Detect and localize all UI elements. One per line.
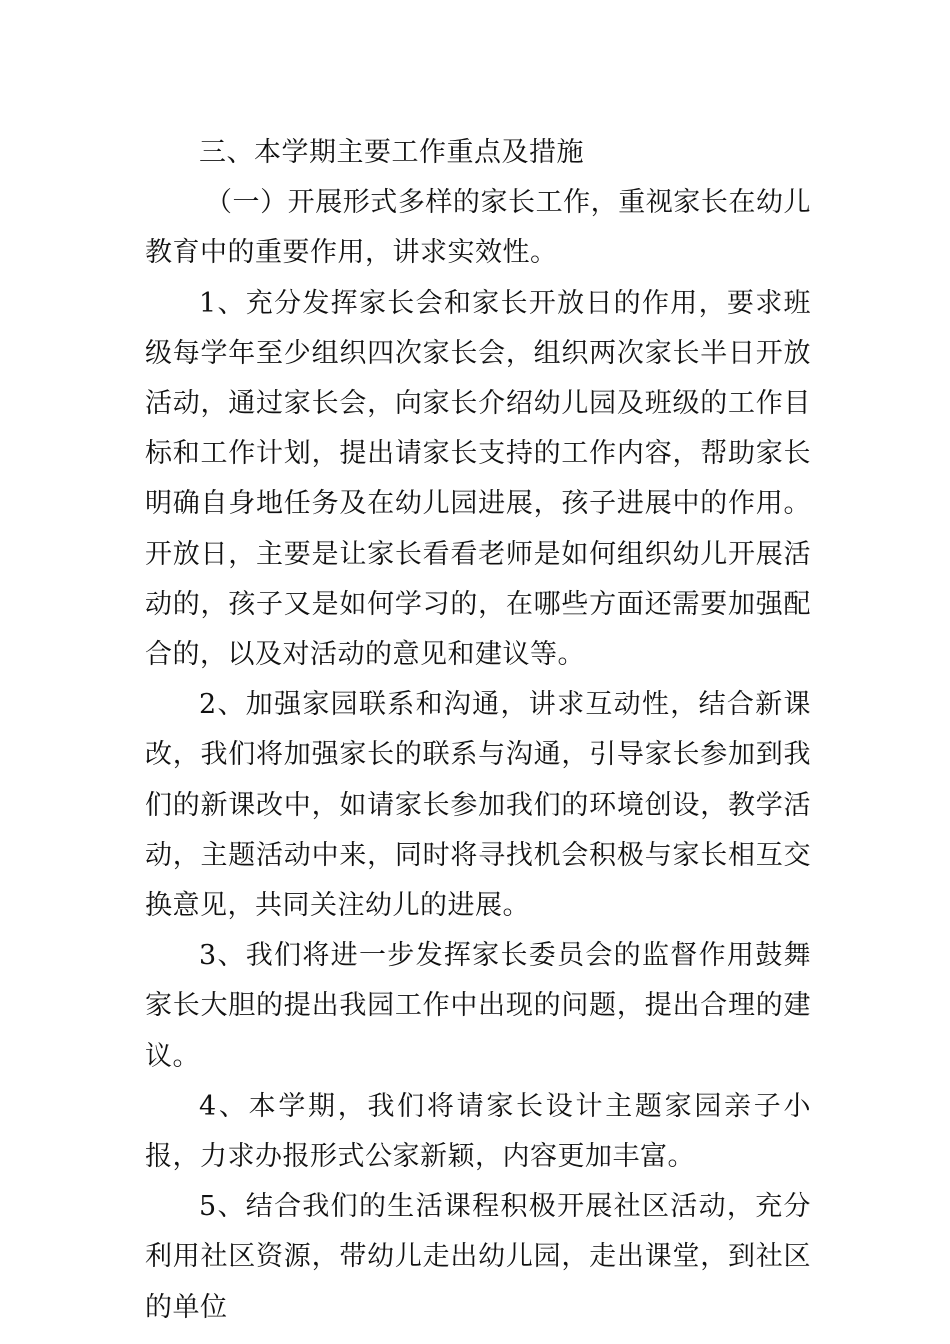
paragraph-4: 4、本学期，我们将请家长设计主题家园亲子小报，力求办报形式公家新颖，内容更加丰富。 [145,1090,811,1173]
paragraph-5: 5、结合我们的生活课程积极开展社区活动，充分利用社区资源，带幼儿走出幼儿园，走出课堂，到社区的单位 [145,1191,811,1323]
paragraph-2: 2、加强家园联系和沟通，讲求互动性，结合新课改，我们将加强家长的联系与沟通，引导家长参加到我们的新课改中，如请家长参加我们的环境创设，教学活动，主题活动中来，同时将寻找机会积极与家长相互交换意见，共同关注幼儿的进展。 [145,689,811,922]
subsection-heading: （一）开展形式多样的家长工作，重视家长在幼儿教育中的重要作用，讲求实效性。 [145,187,811,269]
paragraph-1: 1、充分发挥家长会和家长开放日的作用，要求班级每学年至少组织四次家长会，组织两次家长半日开放活动，通过家长会，向家长介绍幼儿园及班级的工作目标和工作计划，提出请家长支持的工作内容，帮助家长明确自身地任务及在幼儿园进展，孩子进展中的作用。开放日，主要是让家长看看老师是如何组织幼儿开展活动的，孩子又是如何学习的，在哪些方面还需要加强配合的，以及对活动的意见和建议等。 [145,287,811,671]
paragraph-3: 3、我们将进一步发挥家长委员会的监督作用鼓舞家长大胆的提出我园工作中出现的问题，提出合理的建议。 [145,940,811,1072]
section-heading: 三、本学期主要工作重点及措施 [199,137,584,168]
document-body [145,128,811,1333]
